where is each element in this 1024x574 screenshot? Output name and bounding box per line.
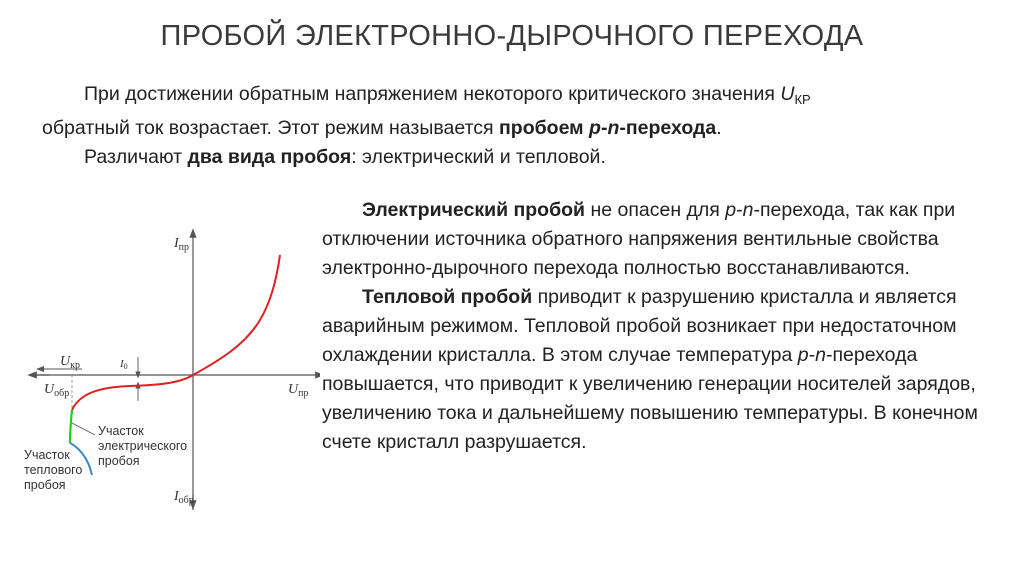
u-kr-label: $U_{кр}$ bbox=[60, 354, 80, 371]
iv-curve bbox=[72, 255, 280, 410]
breakdown-description bbox=[322, 196, 1012, 457]
thermal-breakdown-paragraph: Тепловой пробой приводит к разрушению кристалла и является аварийным режимом. Тепловой пробой возникает при недостаточном охлаждении кристалла. В этом случае температура p-n-перехода повышается, что приводит к увеличению генерации носителей зарядов, увеличению тока и дальнейшему повышению температуры. В конечном счете кристалл разрушается. bbox=[322, 286, 978, 453]
u-pr-label: $U_{пр}$ bbox=[288, 382, 309, 399]
slide-title: ПРОБОЙ ЭЛЕКТРОННО-ДЫРОЧНОГО ПЕРЕХОДА bbox=[160, 20, 864, 52]
intro-paragraph-1: При достижении обратным напряжением некоторого критического значения $U_{КР}$ bbox=[84, 83, 811, 107]
electric-breakdown-label: Участок электрического пробоя bbox=[98, 424, 188, 468]
electric-breakdown-paragraph: Электрический пробой не опасен для p-n-перехода, так как при отключении источника обратного напряжения вентильные свойства электронно-дырочного перехода полностью восстанавливаются. bbox=[322, 199, 956, 279]
iv-characteristic-diagram bbox=[20, 225, 320, 515]
electric-breakdown-segment bbox=[70, 410, 72, 443]
i-pr-label: $I_{пр}$ bbox=[174, 236, 190, 253]
u-obr-label: $U_{обр}$ bbox=[44, 382, 70, 399]
intro-paragraph-1-cont: обратный ток возрастает. Этот режим называется пробоем p-n-перехода. bbox=[42, 117, 722, 139]
intro-text bbox=[42, 80, 1002, 172]
i0-label: I0 bbox=[120, 358, 128, 371]
thermal-breakdown-label: Участок теплового пробоя bbox=[24, 448, 83, 492]
i-obr-label: $I_{обр}$ bbox=[174, 489, 194, 506]
intro-paragraph-2: Различают два вида пробоя: электрический и тепловой. bbox=[84, 146, 606, 168]
electric-label-leader bbox=[72, 423, 95, 435]
